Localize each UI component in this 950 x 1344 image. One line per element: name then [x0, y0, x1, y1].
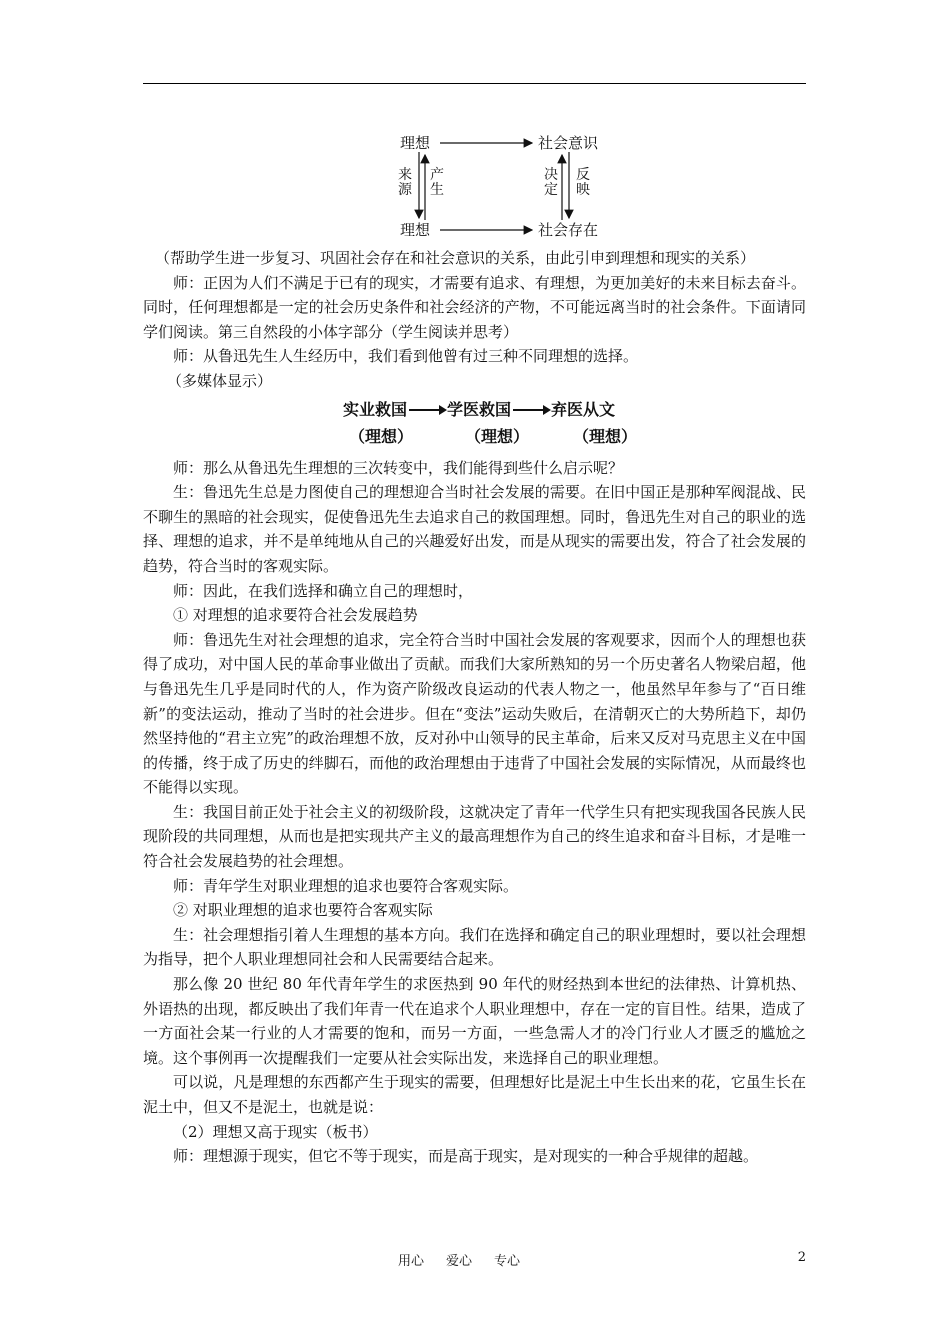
motto-3: 专心 — [494, 1254, 521, 1269]
chain-label-2: （理想） — [465, 426, 530, 446]
ideal-change-chain — [143, 394, 806, 456]
page-number: 2 — [797, 1250, 806, 1265]
section-heading: ① 对理想的追求要符合社会发展趋势 — [173, 606, 418, 625]
chain-arrow-icon — [513, 409, 549, 411]
section-heading: ② 对职业理想的追求也要符合客观实际 — [173, 901, 433, 920]
chain-arrow-icon — [409, 409, 445, 411]
chain-label-1: （理想） — [349, 426, 414, 446]
paragraph: 师：从鲁迅先生人生经历中，我们看到他曾有过三种不同理想的选择。 — [173, 347, 639, 366]
paragraph: 生：鲁迅先生总是力图使自己的理想迎合当时社会发展的需要。在旧中国正是那种军阀混战、民不聊生的黑暗的社会现实，促使鲁迅先生去追求自己的救国理想。同时，鲁迅先生对自己的职业的选择、理想的追求，并不是单纯地从自己的兴趣爱好出发，而是从现实的需要出发，符合了社会发展的趋势，符合当时的客观实际。 — [143, 483, 806, 575]
label-produce: 产生 — [430, 167, 444, 198]
document-body — [143, 246, 806, 1169]
motto-2: 爱心 — [446, 1254, 473, 1269]
header-rule — [143, 83, 806, 84]
paragraph: 生：社会理想指引着人生理想的基本方向。我们在选择和确定自己的职业理想时，要以社会理想为指导，把个人职业理想同社会和人民需要结合起来。 — [143, 925, 806, 969]
paragraph: 师：正因为人们不满足于已有的现实，才需要有追求、有理想，为更加美好的未来目标去奋斗。同时，任何理想都是一定的社会历史条件和社会经济的产物，不可能远离当时的社会条件。下面请同学们阅读。第三自然段的小体字部分（学生阅读并思考） — [143, 273, 806, 341]
paragraph: 生：我国目前正处于社会主义的初级阶段，这就决定了青年一代学生只有把实现我国各民族人民现阶段的共同理想，从而也是把实现共产主义的最高理想作为自己的终生追求和奋斗目标，才是唯一符合社会发展趋势的社会理想。 — [143, 802, 806, 871]
node-ideal-bottom: 理想 — [400, 221, 431, 239]
paragraph: （多媒体显示） — [167, 371, 273, 390]
ideal-consciousness-diagram — [380, 128, 620, 240]
footer-motto — [398, 1250, 542, 1269]
node-social-consciousness: 社会意识 — [538, 134, 599, 152]
chain-step-3: 弃医从文 — [551, 399, 616, 419]
paragraph: 师：因此，在我们选择和确立自己的理想时， — [173, 581, 474, 600]
paragraph: 师：青年学生对职业理想的追求也要符合客观实际。 — [173, 876, 519, 895]
section-heading: （2）理想又高于现实（板书） — [173, 1122, 378, 1141]
paragraph: 师：那么从鲁迅先生理想的三次转变中，我们能得到些什么启示呢？ — [173, 458, 624, 477]
node-ideal-top: 理想 — [400, 134, 431, 152]
paragraph: 师：理想源于现实，但它不等于现实，而是高于现实，是对现实的一种合乎规律的超越。 — [173, 1147, 759, 1166]
paragraph: 那么像 20 世纪 80 年代青年学生的求医热到 90 年代的财经热到本世纪的法律热、计算机热、外语热的出现，都反映出了我们年青一代在追求个人职业理想中，存在一定的盲目性。结果，造成了一方面社会某一行业的人才需要的饱和，而另一方面，一些急需人才的冷门行业人才匮乏的尴尬之境。这个事例再一次提醒我们一定要从社会实际出发，来选择自己的职业理想。 — [143, 975, 806, 1067]
chain-label-3: （理想） — [573, 426, 638, 446]
paragraph: 可以说，凡是理想的东西都产生于现实的需要，但理想好比是泥土中生长出来的花，它虽生长在泥土中，但又不是泥土，也就是说： — [143, 1073, 806, 1116]
label-source: 来源 — [398, 167, 412, 198]
paragraph: 师：鲁迅先生对社会理想的追求，完全符合当时中国社会发展的客观要求，因而个人的理想也获得了成功，对中国人民的革命事业做出了贡献。而我们大家所熟知的另一个历史著名人物梁启超，他与鲁迅先生几乎是同时代的人，作为资产阶级改良运动的代表人物之一，他虽然早年参与了“百日维新”的变法运动，推动了当时的社会进步。但在“变法”运动失败后，在清朝灭亡的大势所趋下，却仍然坚持他的“君主立宪”的政治理想不放，反对孙中山领导的民主革命，后来又反对马克思主义在中国的传播，终于成了历史的绊脚石，而他的政治理想由于违背了中国社会发展的实际情况，从而最终也不能得以实现。 — [143, 630, 806, 797]
paragraph: （帮助学生进一步复习、巩固社会存在和社会意识的关系，由此引申到理想和现实的关系） — [155, 249, 756, 267]
node-social-existence: 社会存在 — [538, 221, 599, 239]
chain-step-1: 实业救国 — [343, 399, 408, 419]
motto-1: 用心 — [398, 1254, 425, 1269]
label-determine: 决定 — [544, 167, 558, 198]
label-reflect: 反映 — [576, 167, 590, 198]
chain-step-2: 学医救国 — [447, 399, 512, 419]
